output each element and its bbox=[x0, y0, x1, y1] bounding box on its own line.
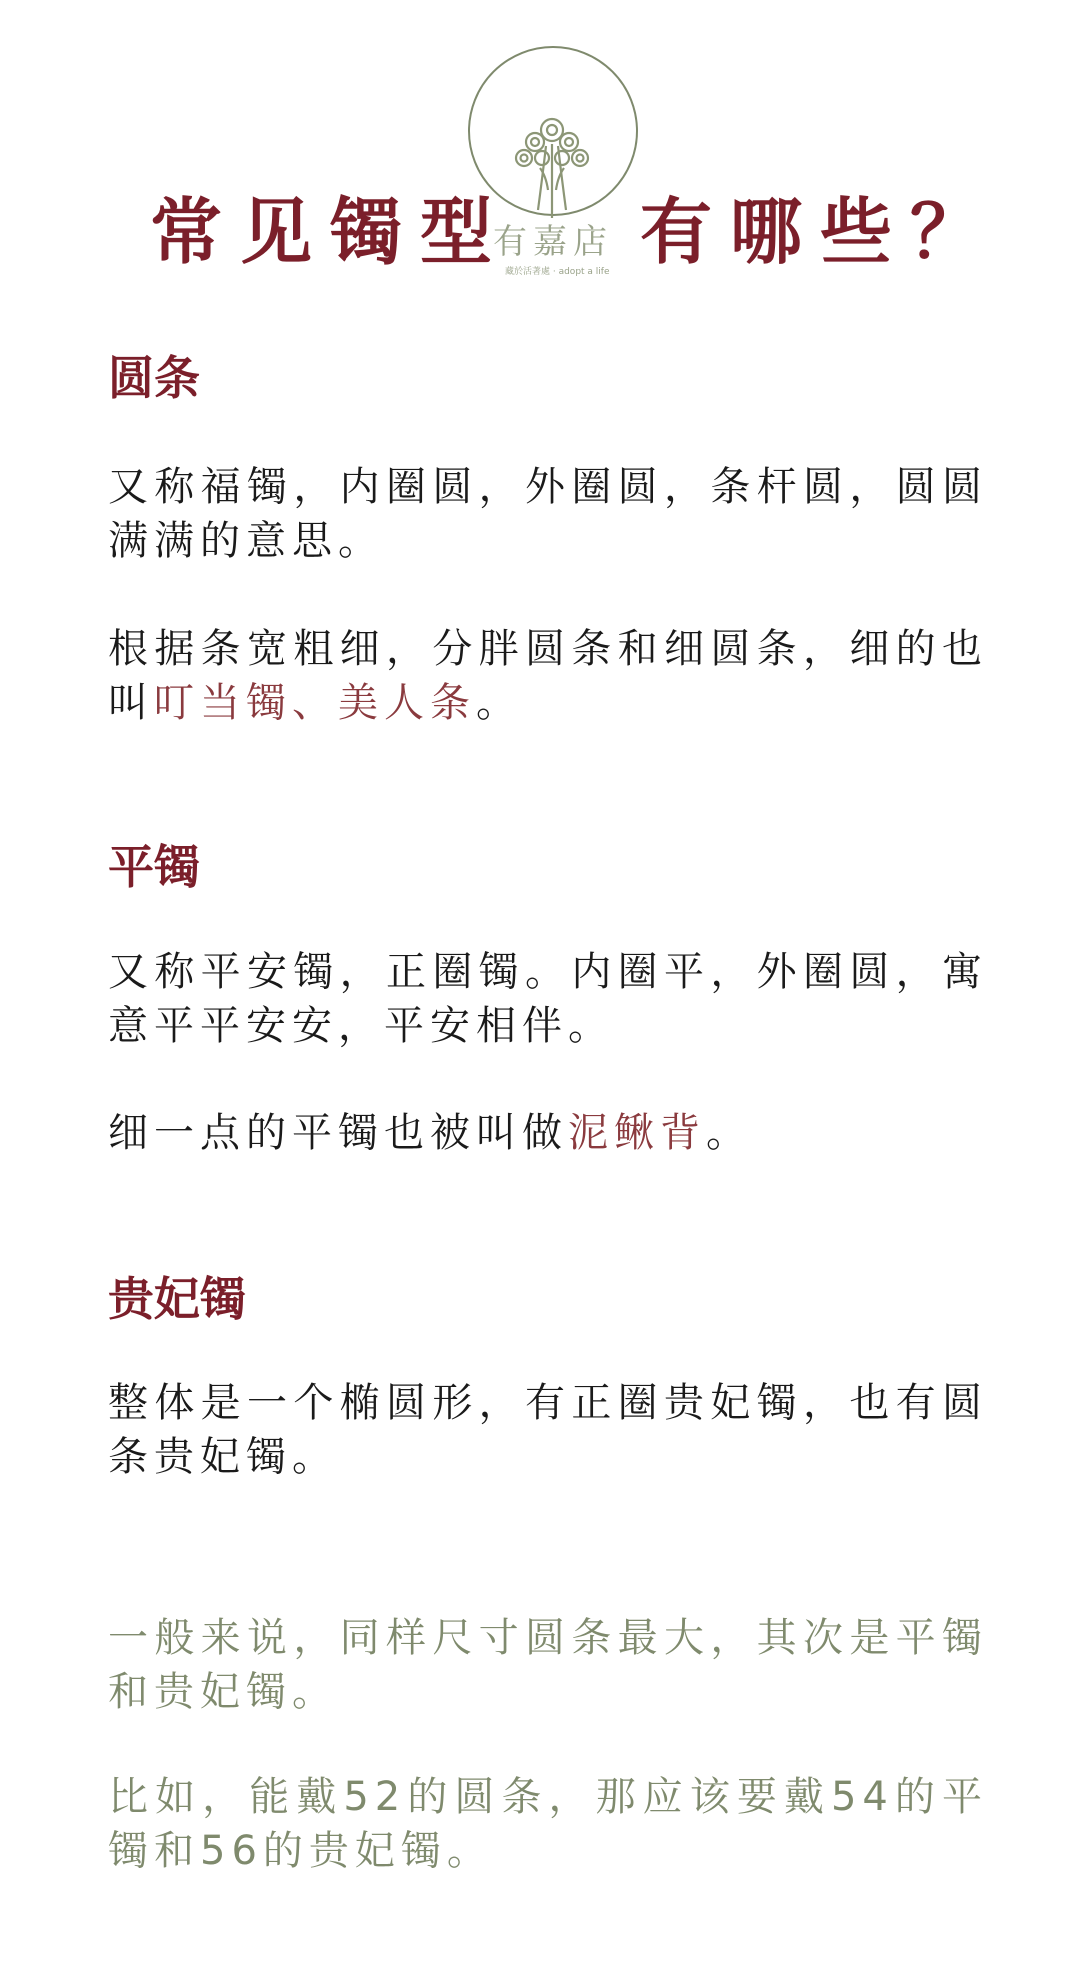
header bbox=[0, 0, 1080, 310]
paragraph-text: 根据条宽粗细，分胖圆条和细圆条，细的也叫 bbox=[108, 626, 988, 726]
section-guifeizhuo-paragraph-1: 整体是一个椭圆形，有正圈贵妃镯，也有圆条贵妃镯。 bbox=[108, 1380, 988, 1480]
brand-name: 有嘉店 bbox=[493, 222, 613, 262]
section-heading-guifeizhuo: 贵妃镯 bbox=[108, 1272, 246, 1326]
section-pingzhuo-paragraph-1: 又称平安镯，正圈镯。内圈平，外圈圆，寓意平平安安，平安相伴。 bbox=[108, 949, 988, 1049]
summary-paragraph-2: 比如，能戴52的圆条，那应该要戴54的平镯和56的贵妃镯。 bbox=[108, 1774, 988, 1874]
page-title-right: 有哪些？ bbox=[640, 189, 1001, 274]
paragraph-text: 。 bbox=[706, 1110, 752, 1156]
section-yuantiao-paragraph-1: 又称福镯，内圈圆，外圈圆，条杆圆，圆圆满满的意思。 bbox=[108, 464, 988, 564]
section-yuantiao-paragraph-2 bbox=[108, 622, 988, 730]
paragraph-text: 细一点的平镯也被叫做 bbox=[108, 1110, 568, 1156]
section-pingzhuo-paragraph-2 bbox=[108, 1106, 988, 1160]
summary-paragraph-1: 一般来说，同样尺寸圆条最大，其次是平镯和贵妃镯。 bbox=[108, 1615, 988, 1715]
brand-tagline: 藏於活著處 · adopt a life bbox=[505, 267, 610, 277]
page-title-left: 常见镯型 bbox=[150, 189, 511, 274]
section-heading-pingzhuo: 平镯 bbox=[108, 840, 200, 894]
tree-logo-icon bbox=[502, 110, 602, 220]
highlight-term: 叮当镯、美人条 bbox=[154, 680, 476, 726]
highlight-term: 泥鳅背 bbox=[568, 1110, 706, 1156]
paragraph-text: 。 bbox=[476, 680, 522, 726]
section-heading-yuantiao: 圆条 bbox=[108, 351, 200, 405]
